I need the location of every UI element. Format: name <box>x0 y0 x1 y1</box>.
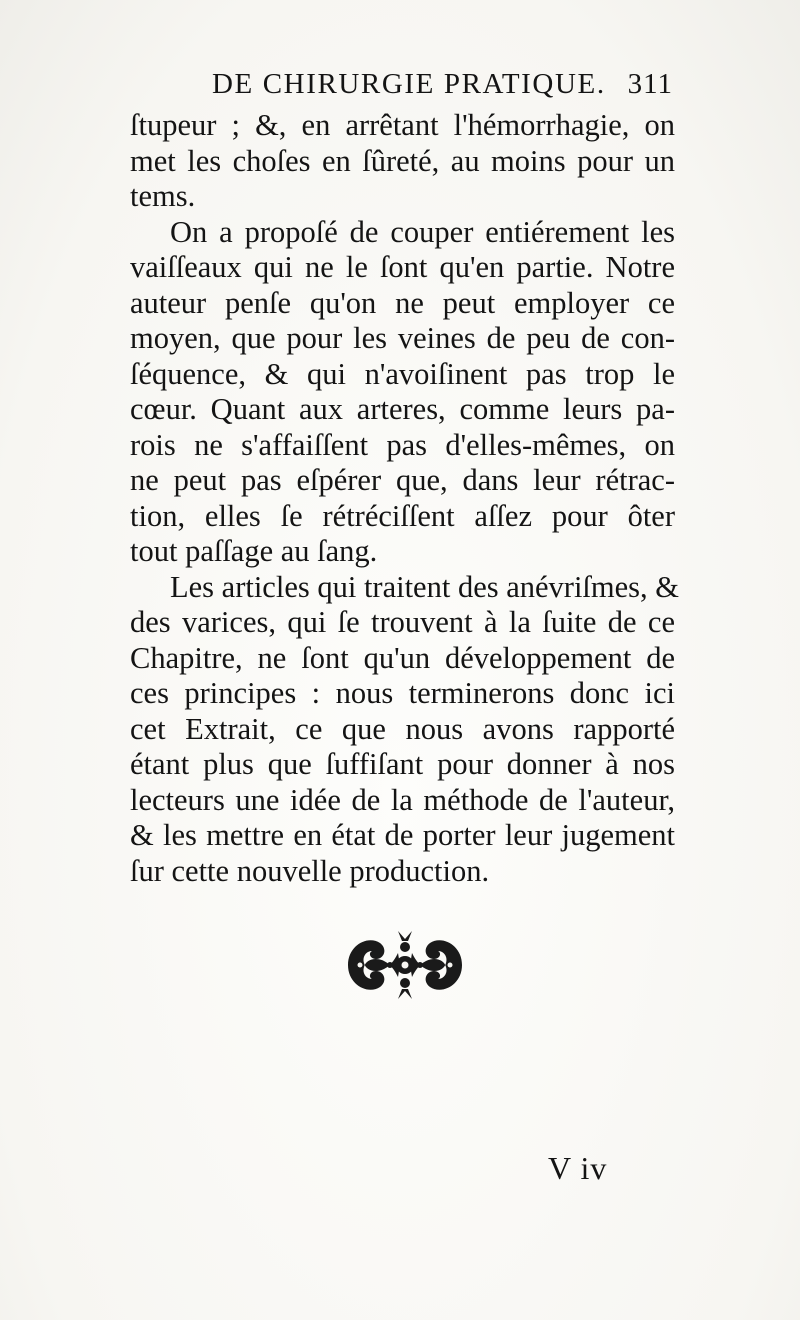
text-line: vaiſſeaux qui ne le ſont qu'en partie. Notre <box>130 250 675 284</box>
paragraph-1 <box>130 108 675 215</box>
text-line: ſtupeur ; &, en arrêtant l'hémorrhagie, on <box>130 108 675 142</box>
text-line: ces principes : nous terminerons donc ici <box>130 676 675 710</box>
printer-ornament-icon <box>340 925 470 1005</box>
text-line: auteur penſe qu'on ne peut employer ce <box>130 285 675 320</box>
text-line: tout paſſage au ſang. <box>130 534 378 568</box>
page-number: 311 <box>627 68 673 100</box>
text-line: tion, elles ſe rétréciſſent aſſez pour ôter <box>130 498 675 533</box>
text-line: tems. <box>130 179 196 213</box>
body-text <box>130 108 680 889</box>
text-line: On a propoſé de couper entiérement les <box>170 214 675 249</box>
text-line: ſur cette nouvelle production. <box>130 853 490 888</box>
text-line: lecteurs une idée de la méthode de l'auteur, <box>130 782 675 817</box>
text-line: étant plus que ſuffiſant pour donner à nos <box>130 747 675 781</box>
text-line: rois ne s'affaiſſent pas d'elles-mêmes, on <box>130 427 675 462</box>
text-line: cœur. Quant aux arteres, comme leurs pa- <box>130 392 675 426</box>
paragraph-3 <box>130 569 680 890</box>
text-line: Chapitre, ne ſont qu'un développement de <box>130 640 675 675</box>
text-line: Les articles qui traitent des anévriſmes, & <box>170 569 680 604</box>
text-line: ſéquence, & qui n'avoiſinent pas trop le <box>130 356 675 391</box>
text-line: & les mettre en état de porter leur jugement <box>130 818 675 852</box>
signature-mark: V iv <box>548 1150 608 1186</box>
paragraph-2 <box>130 215 675 570</box>
text-line: ne peut pas eſpérer que, dans leur rétrac- <box>130 463 675 497</box>
text-line: moyen, que pour les veines de peu de con- <box>130 321 675 355</box>
text-line: cet Extrait, ce que nous avons rapporté <box>130 711 675 746</box>
text-line: met les choſes en ſûreté, au moins pour un <box>130 143 675 178</box>
running-title: DE CHIRURGIE PRATIQUE. <box>212 68 606 100</box>
page-header <box>130 68 675 108</box>
text-line: des varices, qui ſe trouvent à la ſuite de ce <box>130 605 675 639</box>
